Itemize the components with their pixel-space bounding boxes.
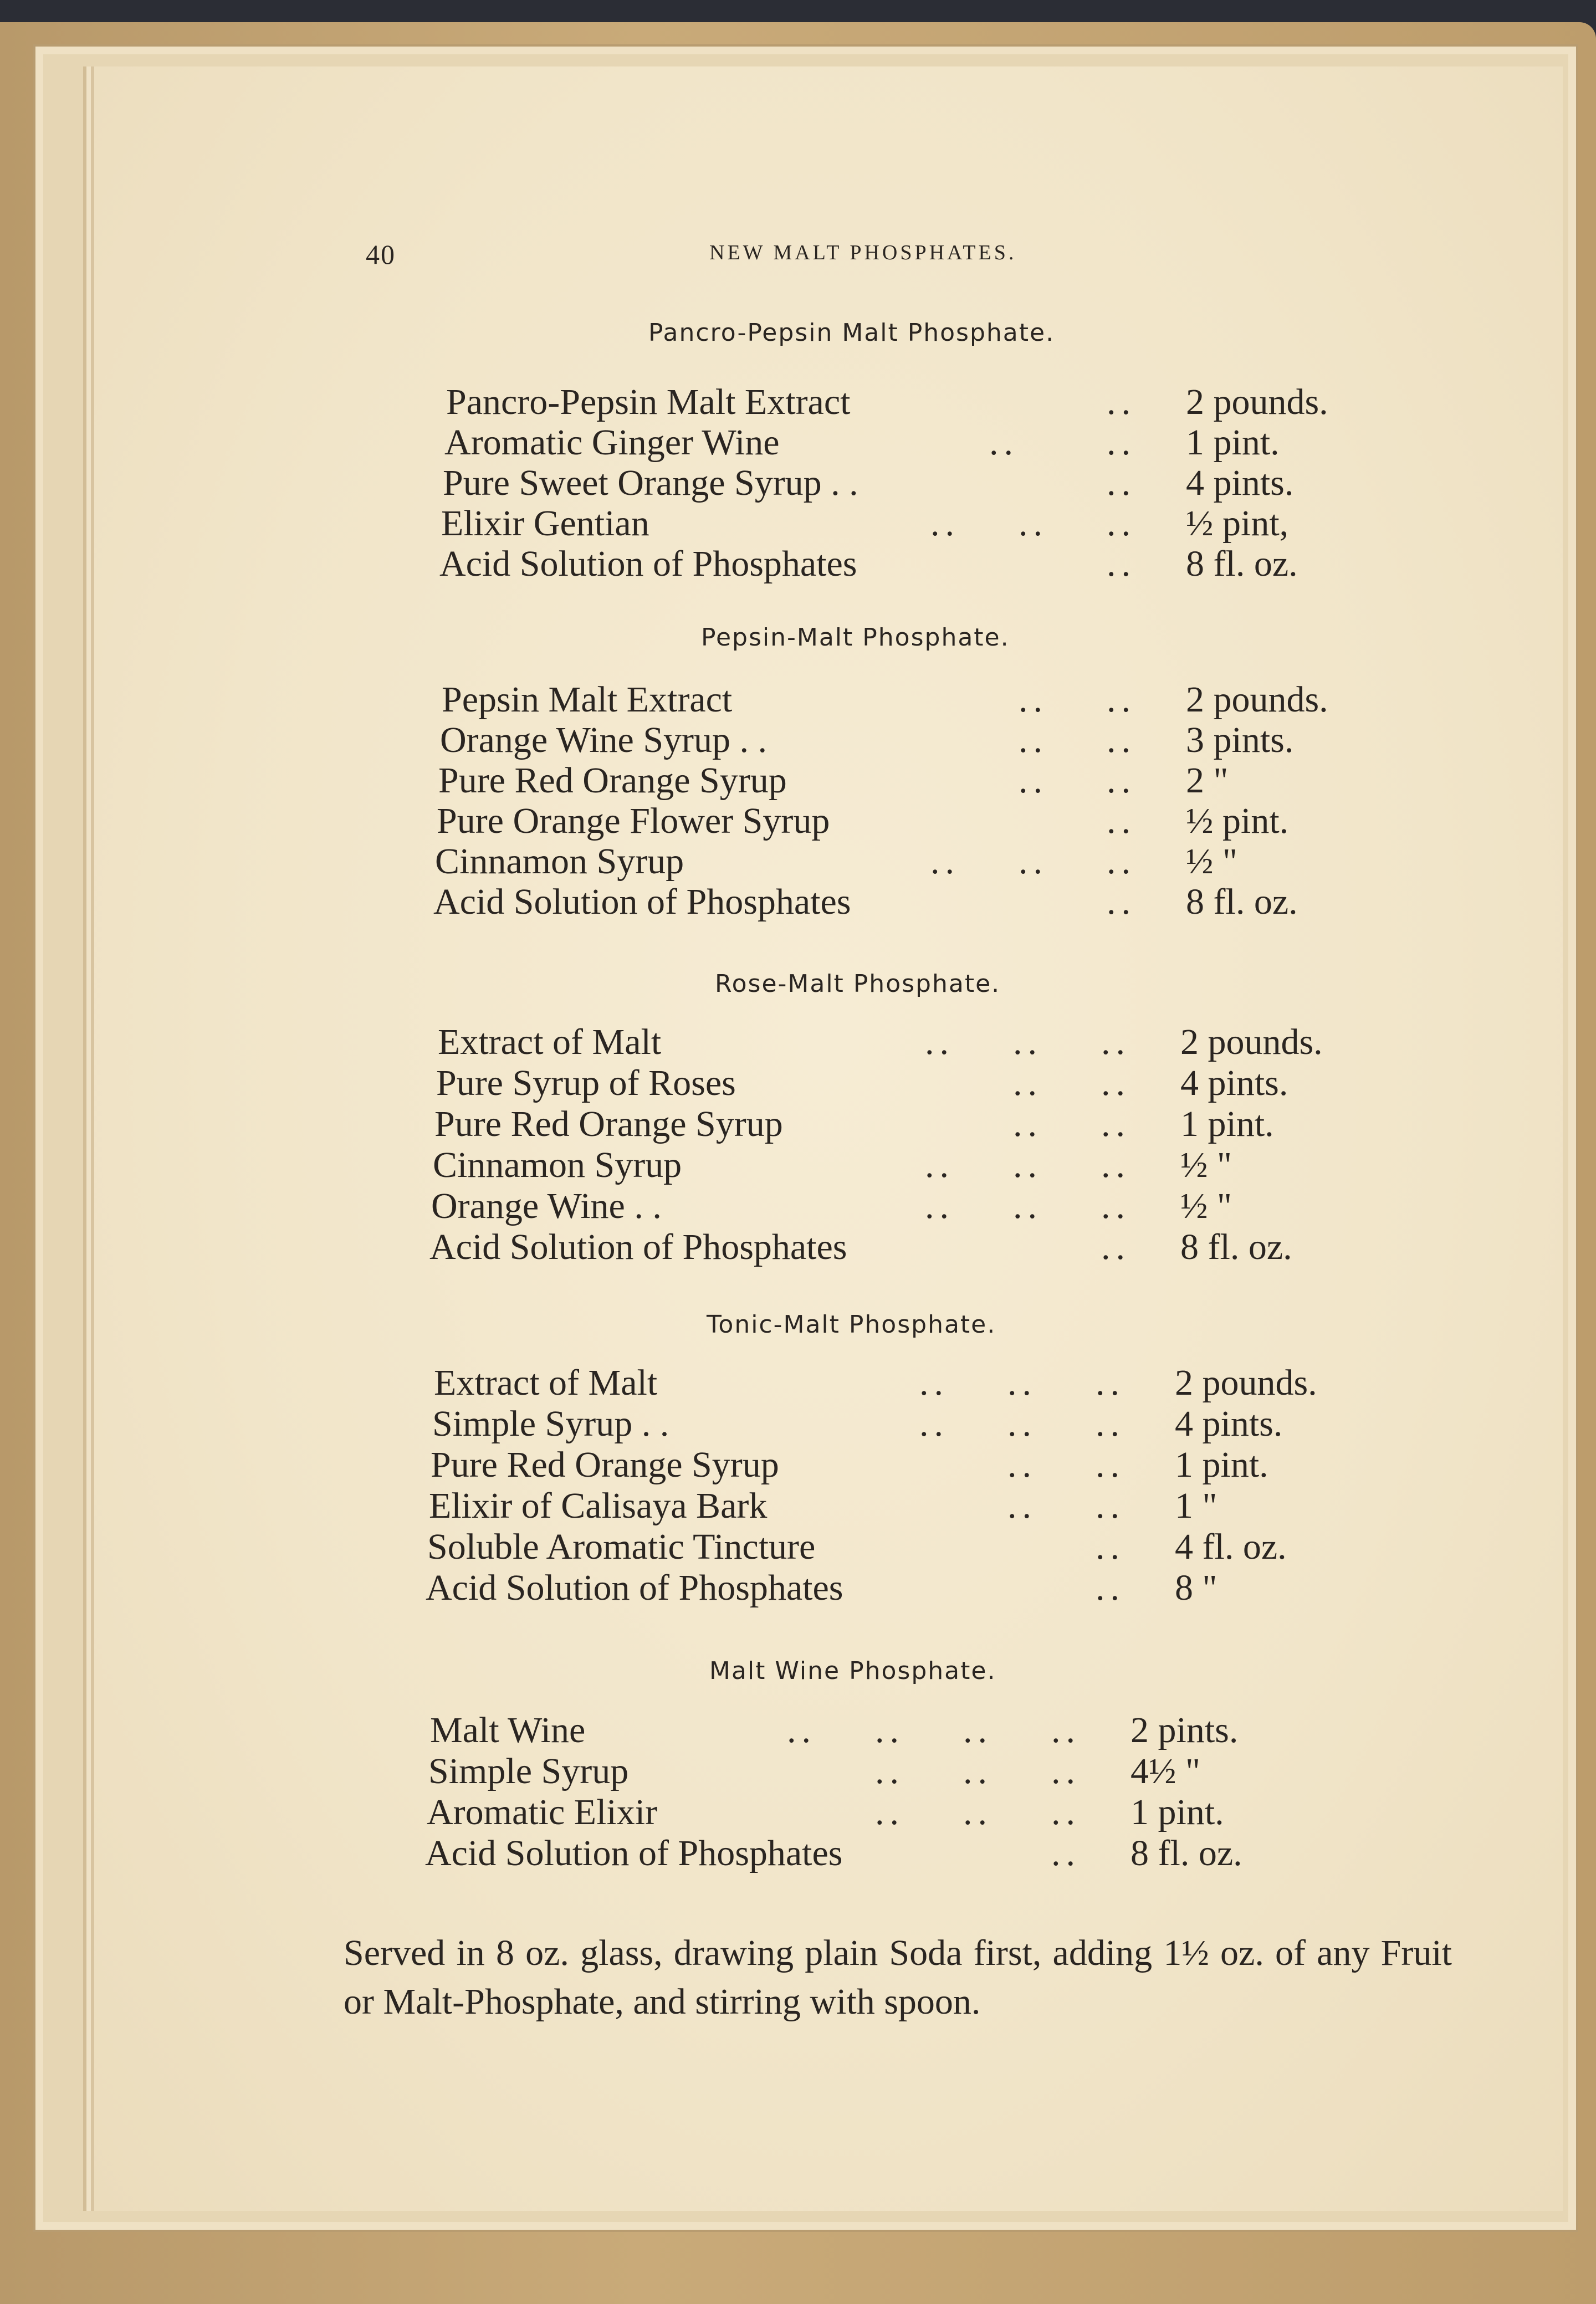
ingredient-quantity: 2 pounds.	[1186, 679, 1328, 720]
ingredient-quantity: 2 pints.	[1130, 1710, 1239, 1750]
ingredient-row	[0, 1144, 1596, 1185]
ingredient-row	[0, 1832, 1596, 1873]
dot-leaders: .. .. ..	[925, 1186, 1130, 1226]
ingredient-quantity: ½ pint.	[1186, 801, 1289, 841]
ingredient-name: Acid Solution of Phosphates	[425, 1833, 843, 1873]
dot-leaders: ..	[1096, 1527, 1125, 1567]
ingredient-name: Soluble Aromatic Tincture	[427, 1527, 816, 1567]
ingredient-name: Extract of Malt	[434, 1363, 658, 1403]
ingredient-quantity: 1 pint.	[1180, 1104, 1274, 1144]
dot-leaders: .. ..	[1013, 1104, 1130, 1144]
ingredient-quantity: 2 pounds.	[1186, 382, 1328, 422]
ingredient-quantity: 8 fl. oz.	[1130, 1833, 1242, 1873]
ingredient-row	[0, 503, 1596, 544]
ingredient-quantity: ½ pint,	[1186, 503, 1289, 544]
ingredient-quantity: ½ "	[1186, 841, 1237, 882]
ingredient-name: Acid Solution of Phosphates	[433, 882, 851, 922]
running-title: NEW MALT PHOSPHATES.	[709, 241, 1017, 264]
serving-note: Served in 8 oz. glass, drawing plain Soda first, adding 1½ oz. of any Fruit or Malt-Phosphate, and stirring with spoon.	[344, 1933, 1452, 2022]
ingredient-quantity: 4 pints.	[1180, 1063, 1288, 1103]
ingredient-row	[0, 881, 1596, 922]
dot-leaders: ..	[1101, 1227, 1130, 1267]
ingredient-quantity: 1 pint.	[1130, 1792, 1224, 1832]
ingredient-row	[0, 1526, 1596, 1567]
ingredient-name: Cinnamon Syrup	[433, 1145, 682, 1185]
dot-leaders: ..	[1107, 882, 1136, 922]
ingredient-name: Acid Solution of Phosphates	[429, 1227, 847, 1267]
dot-leaders: .. .. ..	[925, 1145, 1130, 1185]
dot-leaders: .. ..	[1007, 1486, 1125, 1526]
dot-leaders: .. .. ..	[930, 841, 1136, 882]
recipe-title: Malt Wine Phosphate.	[709, 1657, 996, 1685]
ingredient-quantity: 4 pints.	[1186, 463, 1294, 503]
ingredient-row	[0, 1485, 1596, 1526]
ingredient-quantity: 2 "	[1186, 760, 1229, 801]
ingredient-name: Acid Solution of Phosphates	[439, 544, 857, 584]
ingredient-row	[0, 1062, 1596, 1103]
dot-leaders: .. ..	[1019, 679, 1136, 720]
dot-leaders: .. ..	[1019, 720, 1136, 760]
ingredient-quantity: 8 "	[1175, 1568, 1218, 1608]
ingredient-row	[0, 462, 1596, 503]
ingredient-quantity: 3 pints.	[1186, 720, 1294, 760]
dot-leaders: .. .. ..	[875, 1792, 1081, 1832]
ingredient-quantity: 1 pint.	[1175, 1445, 1268, 1485]
recipe-title: Rose-Malt Phosphate.	[715, 970, 1001, 998]
ingredient-name: Cinnamon Syrup	[435, 841, 684, 882]
page-number: 40	[366, 239, 396, 270]
ingredient-row	[0, 760, 1596, 801]
ingredient-quantity: 4 fl. oz.	[1175, 1527, 1287, 1567]
ingredient-quantity: 8 fl. oz.	[1186, 544, 1298, 584]
ingredient-quantity: 4½ "	[1130, 1751, 1200, 1791]
ingredient-quantity: 4 pints.	[1175, 1404, 1283, 1444]
ingredient-row	[0, 381, 1596, 422]
ingredient-name: Pure Red Orange Syrup	[438, 760, 787, 801]
ingredient-name: Aromatic Elixir	[427, 1792, 658, 1832]
ingredient-row	[0, 1021, 1596, 1062]
ingredient-row	[0, 719, 1596, 760]
ingredient-name: Simple Syrup	[428, 1751, 629, 1791]
ingredient-name: Elixir of Calisaya Bark	[429, 1486, 768, 1526]
running-head	[0, 238, 1596, 272]
dot-leaders: .. ..	[1007, 1445, 1125, 1485]
dot-leaders: .. .. .. ..	[787, 1710, 1081, 1750]
ingredient-name: Aromatic Ginger Wine	[444, 422, 780, 463]
ingredient-quantity: 2 pounds.	[1175, 1363, 1317, 1403]
ingredient-row	[0, 841, 1596, 882]
ingredient-row	[0, 800, 1596, 841]
dot-leaders: .. .. ..	[930, 503, 1136, 544]
ingredient-quantity: ½ "	[1180, 1145, 1232, 1185]
ingredient-quantity: ½ "	[1180, 1186, 1232, 1226]
dot-leaders: ..	[1107, 544, 1136, 584]
ingredient-row	[0, 1403, 1596, 1444]
recipe-title: Pepsin-Malt Phosphate.	[701, 623, 1010, 652]
dot-leaders: ..	[1096, 1568, 1125, 1608]
ingredient-name: Simple Syrup . .	[432, 1404, 669, 1444]
ingredient-name: Pure Orange Flower Syrup	[437, 801, 830, 841]
ingredient-row	[0, 1750, 1596, 1791]
ingredient-row	[0, 1791, 1596, 1832]
dot-leaders: .. .. ..	[925, 1022, 1130, 1062]
ingredient-row	[0, 1185, 1596, 1226]
recipe-title: Tonic-Malt Phosphate.	[707, 1310, 996, 1339]
dot-leaders: ..	[1107, 382, 1136, 422]
ingredient-name: Extract of Malt	[438, 1022, 662, 1062]
ingredient-name: Pure Red Orange Syrup	[434, 1104, 783, 1144]
ingredient-quantity: 8 fl. oz.	[1180, 1227, 1292, 1267]
ingredient-row	[0, 1444, 1596, 1485]
ingredient-name: Orange Wine . .	[431, 1186, 662, 1226]
dot-leaders: .. ..	[1019, 760, 1136, 801]
ingredient-quantity: 2 pounds.	[1180, 1022, 1323, 1062]
recipe-title: Pancro-Pepsin Malt Phosphate.	[648, 319, 1055, 347]
ingredient-row	[0, 679, 1596, 720]
dot-leaders: .. .. ..	[919, 1363, 1125, 1403]
ingredient-name: Pancro-Pepsin Malt Extract	[446, 382, 851, 422]
ingredient-quantity: 8 fl. oz.	[1186, 882, 1298, 922]
dot-leaders: ..	[1051, 1833, 1081, 1873]
ingredient-row	[0, 422, 1596, 463]
ingredient-name: Malt Wine	[430, 1710, 586, 1750]
ingredient-row	[0, 1709, 1596, 1750]
ingredient-name: Pure Red Orange Syrup	[431, 1445, 779, 1485]
ingredient-row	[0, 1567, 1596, 1608]
dot-leaders: .. .. ..	[919, 1404, 1125, 1444]
dot-leaders: .. ..	[989, 422, 1136, 463]
ingredient-name: Orange Wine Syrup . .	[440, 720, 768, 760]
ingredient-row	[0, 543, 1596, 584]
dot-leaders: .. .. ..	[875, 1751, 1081, 1791]
dot-leaders: ..	[1107, 463, 1136, 503]
ingredient-name: Pepsin Malt Extract	[442, 679, 733, 720]
ingredient-name: Acid Solution of Phosphates	[426, 1568, 843, 1608]
dot-leaders: .. ..	[1013, 1063, 1130, 1103]
dot-leaders: ..	[1107, 801, 1136, 841]
ingredient-name: Pure Sweet Orange Syrup . .	[443, 463, 858, 503]
ingredient-row	[0, 1226, 1596, 1267]
ingredient-row	[0, 1362, 1596, 1403]
ingredient-quantity: 1 "	[1175, 1486, 1218, 1526]
ingredient-name: Pure Syrup of Roses	[436, 1063, 736, 1103]
ingredient-row	[0, 1103, 1596, 1144]
ingredient-name: Elixir Gentian	[441, 503, 649, 544]
ingredient-quantity: 1 pint.	[1186, 422, 1280, 463]
